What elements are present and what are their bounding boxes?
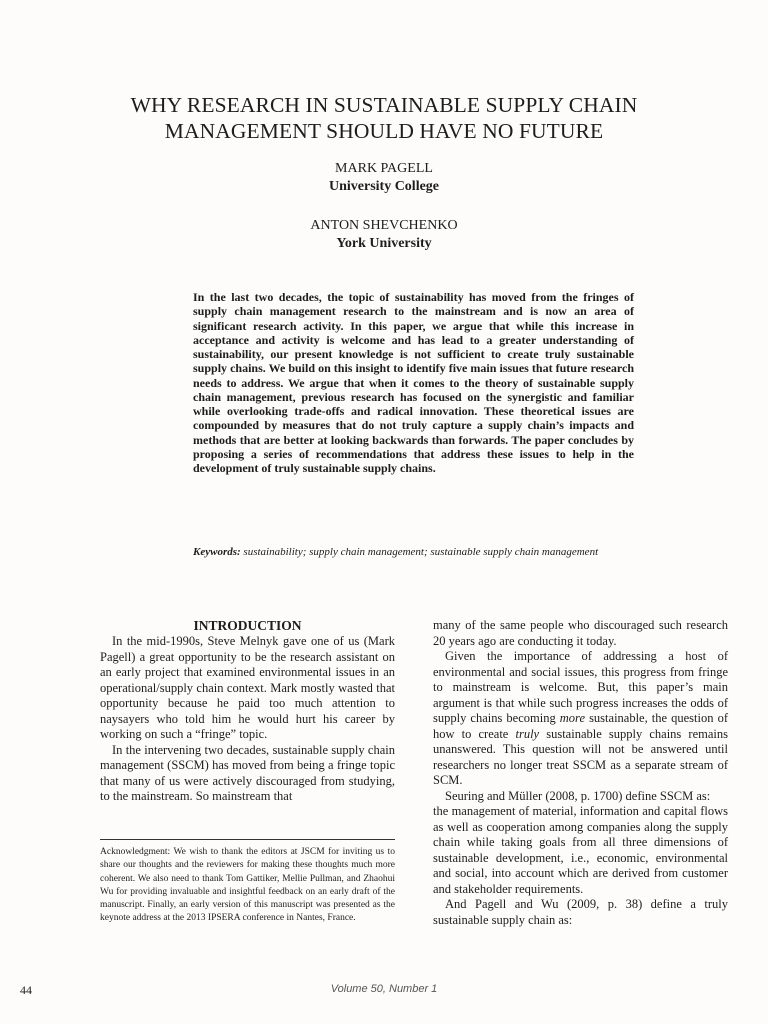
footnote-divider bbox=[100, 839, 395, 840]
right-column bbox=[433, 618, 728, 928]
author-block-1 bbox=[0, 160, 768, 196]
keywords-label: Keywords: bbox=[193, 546, 241, 558]
left-column bbox=[100, 618, 395, 805]
page-number: 44 bbox=[20, 983, 32, 997]
keywords-text: sustainability; supply chain management; sustainable supply chain management bbox=[243, 546, 599, 558]
acknowledgment-footnote: Acknowledgment: We wish to thank the editors at JSCM for inviting us to share our thoughts and the reviewers for making these thoughts much more coherent. We also need to thank Tom Gattiker, Mellie Pullman, and Zhaohui Wu for providing invaluable and insightful feedback on an early draft of the manuscript. Finally, an early version of this manuscript was presented as the keynote address at the 2013 IPSERA conference in Nantes, France. bbox=[100, 847, 395, 924]
emphasis-truly: truly bbox=[515, 726, 540, 741]
paragraph: Seuring and Müller (2008, p. 1700) define SSCM as: bbox=[445, 788, 711, 803]
paragraph: In the mid-1990s, Steve Melnyk gave one of us (Mark Pagell) a great opportunity to be the research assistant on an early project that examined environmental issues in an operational/supply chain context. Mark mostly wasted that opportunity because he paid too much attention to naysayers who told him he would hurt his career by working on such a “fringe” topic. bbox=[100, 634, 395, 741]
paragraph: In the intervening two decades, sustainable supply chain management (SSCM) has moved from being a fringe topic that many of us were actively discouraged from studying, to the mainstream. So mainstream that bbox=[100, 742, 395, 803]
keywords bbox=[193, 545, 634, 560]
title-line-1: WHY RESEARCH IN SUSTAINABLE SUPPLY CHAIN bbox=[130, 93, 638, 117]
author-affiliation: York University bbox=[336, 236, 432, 251]
article-title bbox=[60, 92, 708, 144]
abstract bbox=[193, 290, 634, 475]
section-heading-introduction: INTRODUCTION bbox=[193, 618, 302, 633]
paragraph: many of the same people who discouraged such research 20 years ago are conducting it today. bbox=[433, 618, 728, 648]
author-affiliation: University College bbox=[328, 179, 440, 194]
author-block-2 bbox=[0, 217, 768, 253]
title-line-2: MANAGEMENT SHOULD HAVE NO FUTURE bbox=[164, 119, 604, 143]
paragraph: And Pagell and Wu (2009, p. 38) define a truly sustainable supply chain as: bbox=[433, 897, 728, 927]
author-name: MARK PAGELL bbox=[335, 161, 433, 176]
block-quote: the management of material, information and capital flows as well as cooperation among companies along the supply chain while taking goals from all three dimensions of sustainable development, i.e., economic, environmental and social, into account which are derived from customer and stakeholder requirements. bbox=[433, 804, 728, 896]
abstract-text: In the last two decades, the topic of sustainability has moved from the fringes of supply chain management research to the mainstream and is now an area of significant research activity. In this paper, we argue that while this increase in acceptance and activity is welcome and has lead to a greater understanding of sustainability, our present knowledge is not sufficient to create truly sustainable supply chains. We build on this insight to identify five main issues that future research needs to address. We argue that when it comes to the theory of sustainable supply chain management, previous research has focused on the synergistic and familiar while overlooking trade-offs and radical innovation. These theoretical issues are compounded by measures that do not truly capture a supply chain’s impacts and methods that are better at looking backwards than forwards. The paper concludes by proposing a series of recommendations that address these issues to help in the development of truly sustainable supply chains. bbox=[193, 290, 634, 475]
author-name: ANTON SHEVCHENKO bbox=[310, 218, 458, 233]
emphasis-more: more bbox=[559, 711, 585, 725]
paragraph: Given the importance of addressing a host of environmental and social issues, this progress from fringe to mainstream is welcome. But, this paper’s main argument is that while such progress increases the odds of supply chains becoming more sustainable, the question of how to create truly sustainable supply chains remains unanswered. This question will not be answered until researchers no longer treat SSCM as a separate stream of SCM. bbox=[433, 649, 729, 787]
running-footer: Volume 50, Number 1 bbox=[330, 983, 438, 995]
